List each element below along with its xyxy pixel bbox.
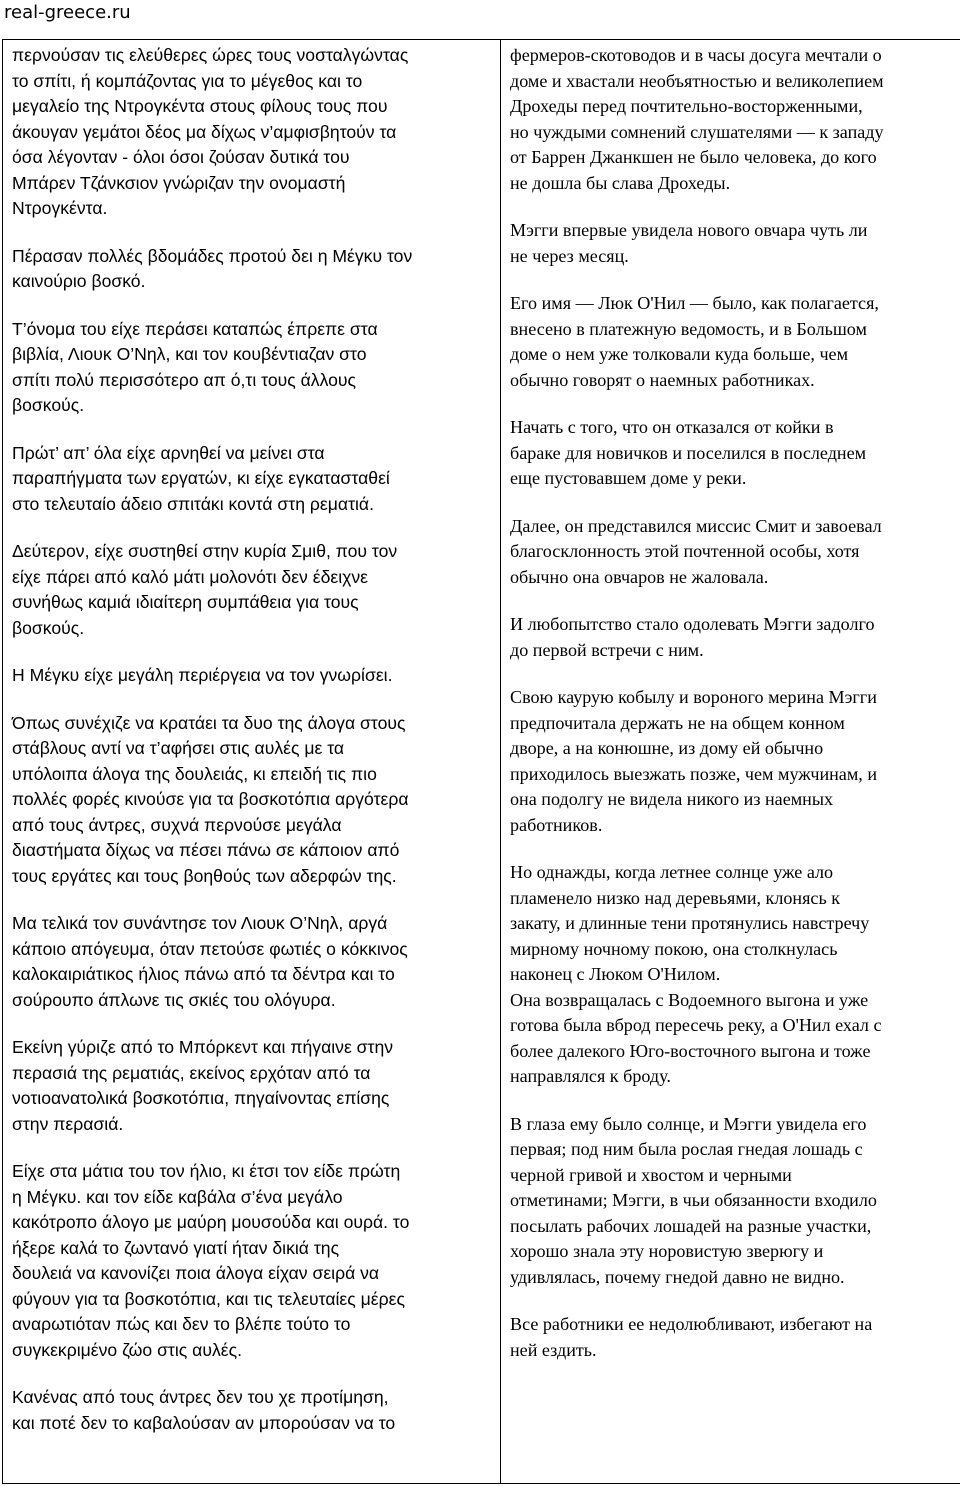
parallel-text-table [2,39,960,1484]
greek-paragraph: περνούσαν τις ελεύθερες ώρες τους νοσταλγώντας το σπίτι, ή κομπάζοντας για το μέγεθος και το μεγαλείο της Ντρογκέντα στους φίλους τους που άκουγαν γεμάτοι δέος μα δίχως ν’αμφισβητούν τα όσα λέγονταν - όλοι όσοι ζούσαν δυτικά του Μπάρεν Τζάνκσιον γνώριζαν την ονομαστή Ντρογκέντα. [12,45,409,218]
russian-paragraph: Начать с того, что он отказался от койки в бараке для новичков и поселился в последнем еще пустовавшем доме у реки. [510,417,867,488]
russian-paragraph: И любопытство стало одолевать Мэгги задолго до первой встречи с ним. [510,614,875,660]
greek-paragraph: Όπως συνέχιζε να κρατάει τα δυο της άλογα στους στάβλους αντί να τ’αφήσει στις αυλές με τα υπόλοιπα άλογα της δουλειάς, κι επειδή τις πιο πολλές φορές κινούσε για τα βοσκοτόπια αργότερα από τους άντρες, συχνά περνούσε μεγάλα διαστήματα δίχως να πέσει πάνω σε κάποιον από τους εργάτες και τους βοηθούς των αδερφών της. [12,712,409,886]
russian-paragraph: В глаза ему было солнце, и Мэгги увидела его первая; под ним была рослая гнедая лошадь с черной гривой и хвостом и черными отметинами; Мэгги, в чьи обязанности входило посылать рабочих лошадей на разные участки, хорошо знала эту норовистую зверюгу и удивлялась, почему гнедой давно не видно. [510,1113,877,1287]
russian-paragraph: Мэгги впервые увидела нового овчара чуть ли не через месяц. [510,220,868,266]
greek-column [3,40,501,1484]
table-row [3,40,960,1484]
greek-paragraph: Πέρασαν πολλές βδομάδες προτού δει η Μέγκυ τον καινούριο βοσκό. [12,245,413,291]
greek-paragraph: Είχε στα μάτια του τον ήλιο, κι έτσι τον είδε πρώτη η Μέγκυ. και τον είδε καβάλα σ’ένα μεγάλο κακότροπο άλογο με μαύρη μουσούδα και ουρά. το ήξερε καλά το ζωντανό γιατί ήταν δικιά της δουλειά να κανονίζει ποια άλογα είχαν σειρά να φύγουν για τα βοσκοτόπια, και τις τελευταίες μέρες αναρωτιόταν πώς και δεν το βλέπε τούτο το συγκεκριμένο ζώο στις αυλές. [12,1161,410,1360]
greek-paragraph: Η Μέγκυ είχε μεγάλη περιέργεια να τον γνωρίσει. [12,665,393,685]
greek-paragraph: Μα τελικά τον συνάντησε τον Λιουκ Ο’Νηλ, αργά κάποιο απόγευμα, όταν πετούσε φωτιές ο κόκκινος καλοκαιριάτικος ήλιος πάνω από τα δέντρα και το σούρουπο άπλωνε τις σκιές του ολόγυρα. [12,913,408,1010]
russian-paragraph: Но однажды, когда летнее солнце уже ало пламенело низко над деревьями, клонясь к закату, и длинные тени протянулись навстречу мирному ночному покою, она столкнулась наконец с Люком О'Нилом. Она возвращалась с Водоемного выгона и уже готова была вброд пересечь реку, а О'Нил ехал с более далекого Юго-восточного выгона и тоже направлялся к броду. [510,862,882,1086]
russian-paragraph: Свою каурую кобылу и вороного мерина Мэгги предпочитала держать не на общем конном дворе, а на конюшне, из дому ей обычно приходилось выезжать позже, чем мужчинам, и она подолгу не видела никого из наемных работников. [510,687,878,835]
russian-paragraph: Все работники ее недолюбливают, избегают на ней ездить. [510,1314,873,1360]
greek-paragraph: Κανένας από τους άντρες δεν του χε προτίμηση, και ποτέ δεν το καβαλούσαν αν μπορούσαν να το [12,1387,396,1433]
greek-paragraph: Πρώτ’ απ’ όλα είχε αρνηθεί να μείνει στα παραπήγματα των εργατών, κι είχε εγκατασταθεί στο τελευταίο άδειο σπιτάκι κοντά στη ρεματιά. [12,442,390,514]
russian-paragraph: Его имя — Люк О'Нил — было, как полагается, внесено в платежную ведомость, и в Большом доме о нем уже толковали куда больше, чем обычно говорят о наемных работниках. [510,293,879,390]
greek-paragraph: Δεύτερον, είχε συστηθεί στην κυρία Σμιθ, που τον είχε πάρει από καλό μάτι μολονότι δεν έδειχνε συνήθως καμιά ιδιαίτερη συμπάθεια για τους βοσκούς. [12,541,398,638]
site-label: real-greece.ru [4,2,131,23]
greek-paragraph: Εκείνη γύριζε από το Μπόρκεντ και πήγαινε στην περασιά της ρεματιάς, εκείνος ερχόταν από τα νοτιοανατολικά βοσκοτόπια, πηγαίνοντας επίσης στην περασιά. [12,1037,394,1134]
russian-paragraph: фермеров-скотоводов и в часы досуга мечтали о доме и хвастали необъятностью и великолепием Дрохеды перед почтительно-восторженными, но чуждыми сомнений слушателями — к западу от Баррен Джанкшен не было человека, до кого не дошла бы слава Дрохеды. [510,45,884,193]
greek-paragraph: Τ’όνομα του είχε περάσει καταπώς έπρεπε στα βιβλία, Λιουκ Ο’Νηλ, και τον κουβέντιαζαν στο σπίτι πολύ περισσότερο απ ό,τι τους άλλους βοσκούς. [12,318,378,415]
russian-paragraph: Далее, он представился миссис Смит и завоевал благосклонность этой почтенной особы, хотя обычно она овчаров не жаловала. [510,515,882,587]
russian-column [501,40,960,1484]
